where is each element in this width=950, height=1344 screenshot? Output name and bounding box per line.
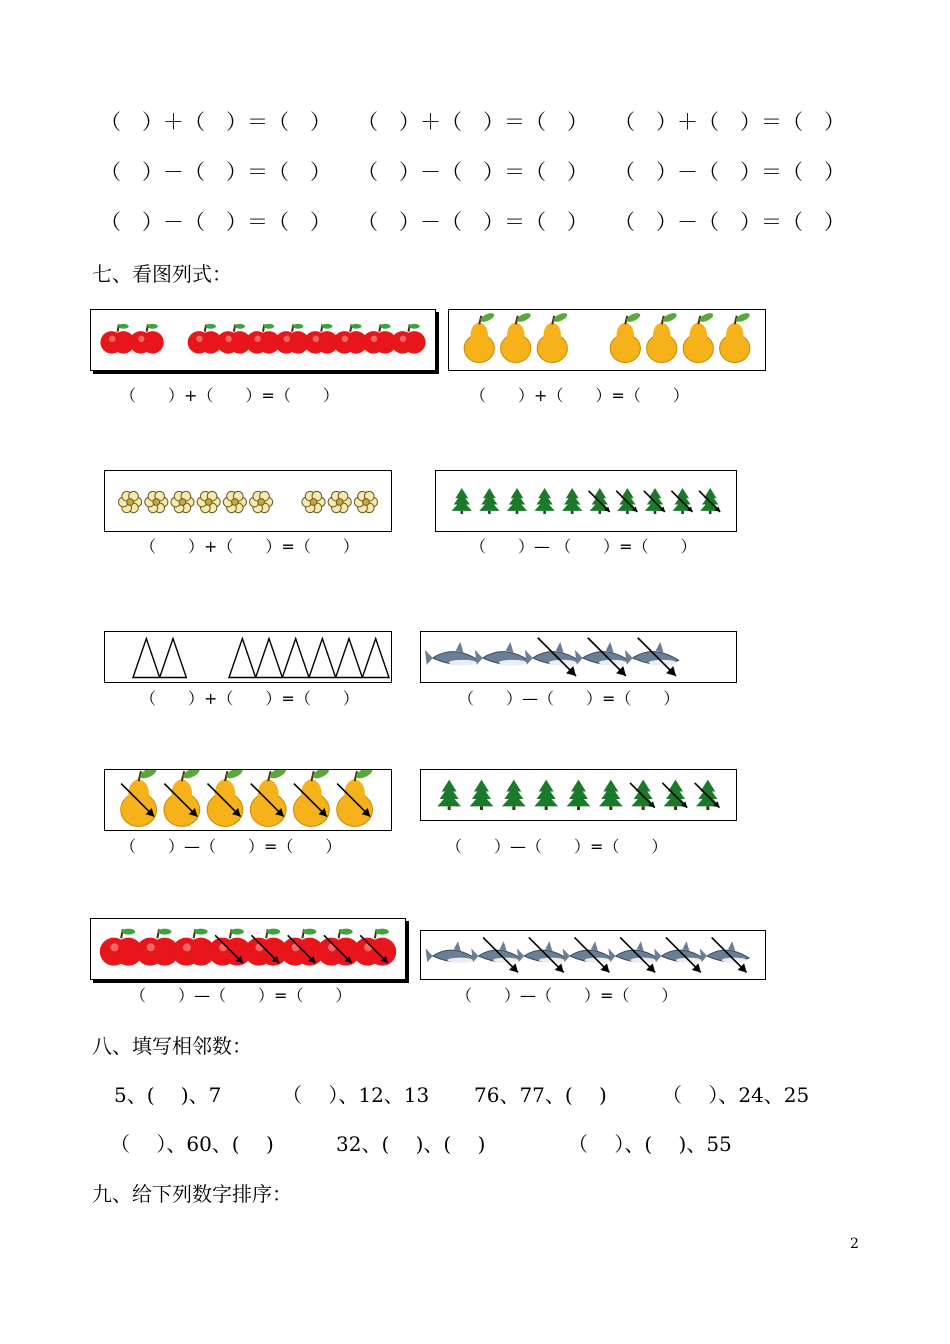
- apple-icon: [333, 324, 367, 354]
- flower-icon: [328, 491, 351, 512]
- shark-icon: [475, 642, 529, 665]
- picture-box-5: [104, 631, 392, 683]
- picture-row-2: [449, 310, 765, 370]
- picture-box-1: [90, 309, 436, 371]
- apple-icon: [391, 324, 425, 354]
- apple-icon: [245, 929, 288, 966]
- triangle-icon: [133, 639, 160, 678]
- tree-icon: [507, 488, 527, 514]
- apple-icon: [172, 929, 215, 966]
- equation-label-7: （ ）—（ ）=（ ）: [120, 837, 342, 856]
- picture-box-6: [420, 631, 737, 683]
- equation-label-5: （ ）+（ ）=（ ）: [140, 689, 359, 708]
- page-number: 2: [850, 1236, 859, 1252]
- tree-icon: [567, 780, 591, 810]
- apple-icon: [317, 929, 360, 966]
- triangle-icon: [229, 639, 256, 678]
- pear-icon: [683, 311, 714, 362]
- tree-icon: [437, 780, 461, 810]
- shark-icon: [426, 941, 475, 962]
- pear-icon: [250, 770, 287, 826]
- triangle-icon: [336, 639, 363, 678]
- apple-icon: [304, 324, 338, 354]
- equation-row-2b: （ ）－（ ）＝（ ）: [357, 160, 588, 184]
- picture-box-10: [420, 930, 766, 980]
- shark-icon: [471, 941, 520, 962]
- flower-icon: [250, 491, 273, 512]
- tree-icon: [562, 488, 582, 514]
- pear-icon: [647, 311, 678, 362]
- tree-icon: [534, 780, 558, 810]
- tree-icon: [452, 488, 472, 514]
- apple-icon: [217, 324, 251, 354]
- tree-icon: [479, 488, 499, 514]
- equation-label-4: （ ）— （ ）=（ ）: [470, 537, 697, 556]
- apple-icon: [100, 324, 134, 354]
- picture-row-9: [91, 919, 405, 979]
- flower-icon: [145, 491, 168, 512]
- equation-label-6: （ ）—（ ）=（ ）: [458, 689, 680, 708]
- shark-icon: [525, 642, 579, 665]
- equation-row-3b: （ ）－（ ）＝（ ）: [357, 210, 588, 234]
- apple-icon: [281, 929, 324, 966]
- neighbor-item-2: （ ）、12、13: [282, 1083, 430, 1107]
- pear-icon: [610, 311, 641, 362]
- picture-box-4: [435, 470, 737, 532]
- shark-icon: [608, 941, 657, 962]
- picture-row-1: [91, 310, 435, 370]
- picture-box-3: [104, 470, 392, 532]
- apple-icon: [100, 929, 143, 966]
- pear-icon: [501, 311, 532, 362]
- section-8-title: 八、填写相邻数：: [92, 1034, 252, 1058]
- equation-row-3a: （ ）－（ ）＝（ ）: [100, 210, 331, 234]
- equation-label-9: （ ）—（ ）=（ ）: [130, 986, 352, 1005]
- shark-icon: [654, 941, 703, 962]
- neighbor-item-3: 76、77、( ): [474, 1083, 607, 1107]
- picture-row-4: [436, 471, 736, 531]
- pear-icon: [464, 311, 495, 362]
- equation-row-1c: （ ）＋（ ）＝（ ）: [614, 110, 845, 134]
- apple-icon: [362, 324, 396, 354]
- section-9-title: 九、给下列数字排序：: [92, 1182, 292, 1206]
- picture-row-6: [421, 632, 736, 682]
- equation-label-10: （ ）—（ ）=（ ）: [456, 986, 678, 1005]
- neighbor-item-1: 5、( )、7: [114, 1083, 222, 1107]
- triangle-icon: [282, 639, 309, 678]
- pear-icon: [337, 770, 374, 826]
- apple-icon: [136, 929, 179, 966]
- flower-icon: [119, 491, 142, 512]
- equation-label-2: （ ）+（ ）=（ ）: [470, 386, 689, 405]
- apple-icon: [246, 324, 280, 354]
- picture-row-8: [421, 770, 736, 820]
- neighbor-item-4: （ ）、24、25: [662, 1083, 810, 1107]
- pear-icon: [294, 770, 331, 826]
- flower-icon: [302, 491, 325, 512]
- flower-icon: [223, 491, 246, 512]
- pear-icon: [537, 311, 568, 362]
- tree-icon: [470, 780, 494, 810]
- apple-icon: [354, 929, 397, 966]
- apple-icon: [209, 929, 252, 966]
- picture-box-7: [104, 769, 392, 831]
- picture-box-8: [420, 769, 737, 821]
- equation-label-3: （ ）+（ ）=（ ）: [140, 537, 359, 556]
- flower-icon: [197, 491, 220, 512]
- neighbor-item-7: （ ）、( )、55: [568, 1132, 732, 1156]
- equation-row-1b: （ ）＋（ ）＝（ ）: [357, 110, 588, 134]
- triangle-icon: [256, 639, 283, 678]
- equation-row-2c: （ ）－（ ）＝（ ）: [614, 160, 845, 184]
- pear-icon: [164, 770, 201, 826]
- equation-row-3c: （ ）－（ ）＝（ ）: [614, 210, 845, 234]
- picture-box-2: [448, 309, 766, 371]
- triangle-icon: [160, 639, 187, 678]
- pear-icon: [720, 311, 751, 362]
- flower-icon: [171, 491, 194, 512]
- picture-row-3: [105, 471, 391, 531]
- triangle-icon: [309, 639, 336, 678]
- triangle-icon: [362, 639, 389, 678]
- equation-label-8: （ ）—（ ）=（ ）: [446, 837, 668, 856]
- picture-box-9: [90, 918, 406, 980]
- shark-icon: [575, 642, 629, 665]
- shark-icon: [517, 941, 566, 962]
- shark-icon: [563, 941, 612, 962]
- picture-row-10: [421, 931, 765, 979]
- shark-icon: [700, 941, 749, 962]
- flower-icon: [354, 491, 377, 512]
- apple-icon: [130, 324, 164, 354]
- picture-row-7: [105, 770, 391, 830]
- pear-icon: [207, 770, 244, 826]
- equation-row-1a: （ ）＋（ ）＝（ ）: [100, 110, 331, 134]
- pear-icon: [121, 770, 158, 826]
- apple-icon: [188, 324, 222, 354]
- neighbor-item-6: 32、( )、( ): [336, 1132, 486, 1156]
- equation-label-1: （ ）+（ ）=（ ）: [120, 386, 339, 405]
- tree-icon: [599, 780, 623, 810]
- shark-icon: [625, 642, 679, 665]
- neighbor-item-5: （ ）、60、( ): [110, 1132, 274, 1156]
- tree-icon: [502, 780, 526, 810]
- apple-icon: [275, 324, 309, 354]
- tree-icon: [534, 488, 554, 514]
- shark-icon: [425, 642, 479, 665]
- equation-row-2a: （ ）－（ ）＝（ ）: [100, 160, 331, 184]
- section-7-title: 七、看图列式：: [92, 262, 232, 286]
- picture-row-5: [105, 632, 391, 682]
